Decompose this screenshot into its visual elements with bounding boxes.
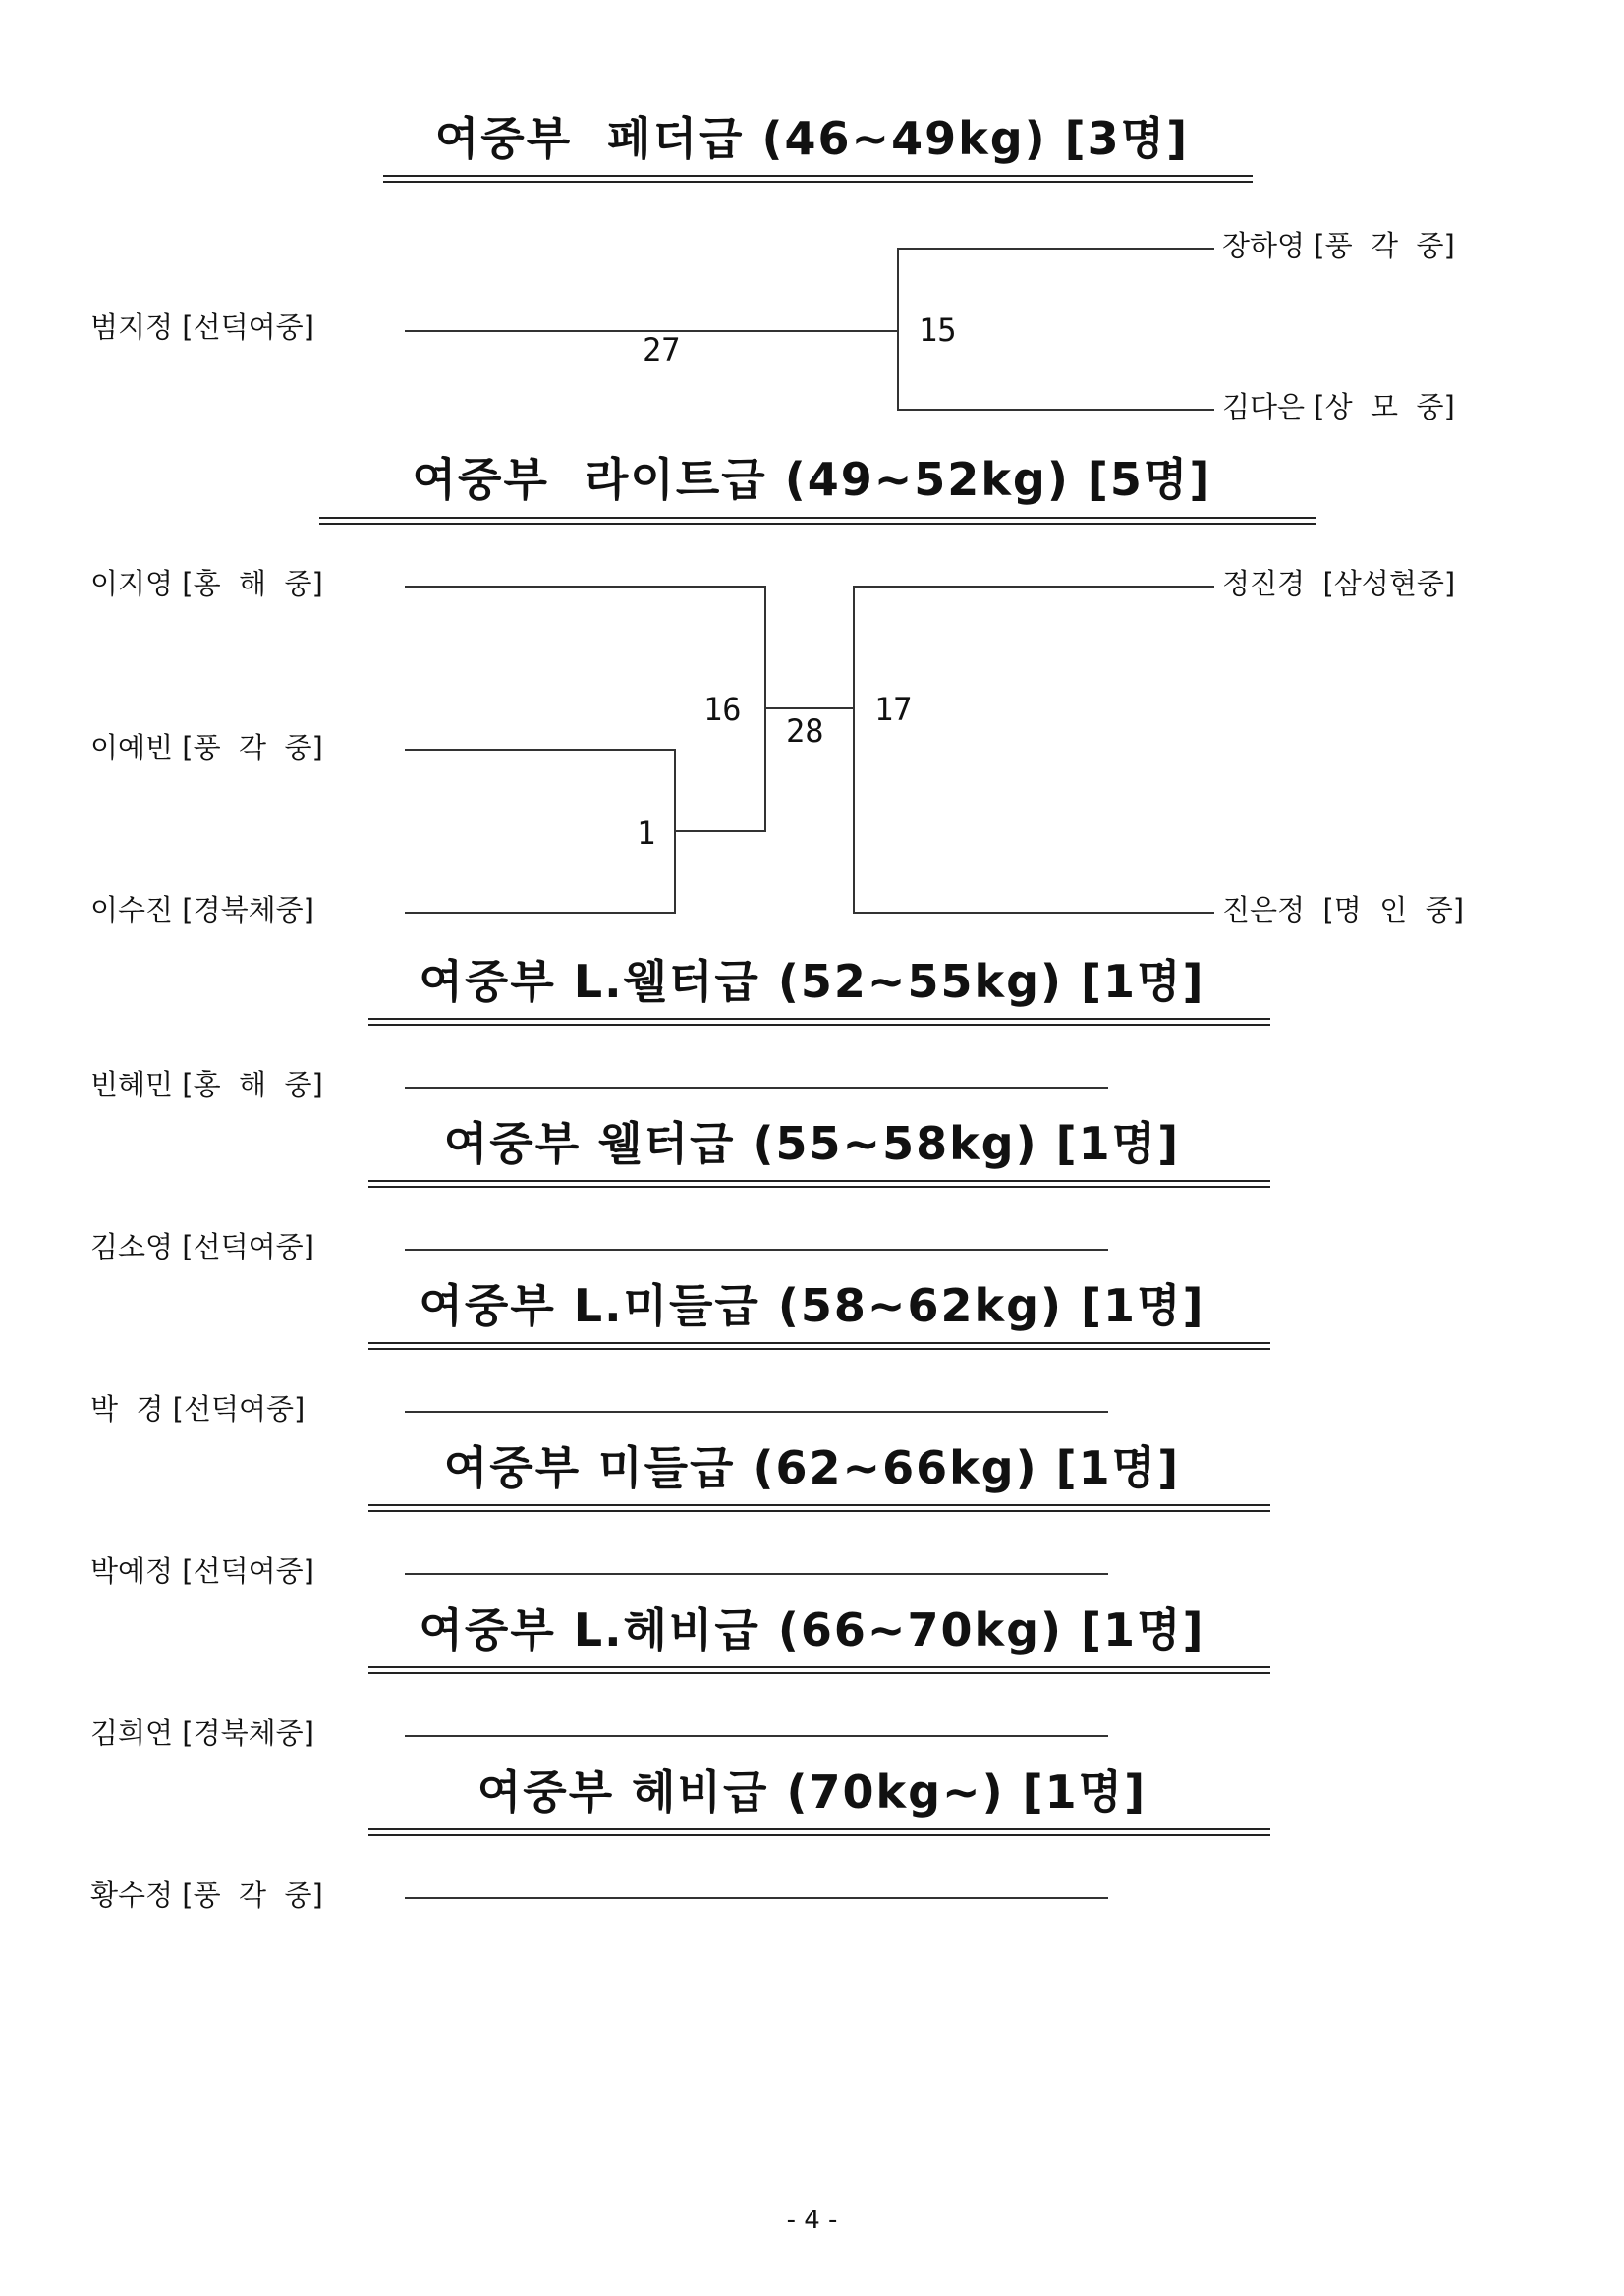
title-underline <box>368 1018 1270 1026</box>
bracket-line <box>897 248 1214 250</box>
entrant-name: 정진경 [삼성현중] <box>1222 567 1456 600</box>
bout-number: 16 <box>703 691 742 728</box>
bracket-line <box>897 248 899 409</box>
bracket-line <box>853 586 855 912</box>
bout-number: 27 <box>643 331 681 368</box>
bracket-line <box>897 409 1214 411</box>
section-title-light-heavy: 여중부 L.헤비급 (66~70kg) [1명] <box>419 1603 1205 1656</box>
section-title-light-welter: 여중부 L.웰터급 (52~55kg) [1명] <box>419 955 1205 1008</box>
entrant-line <box>405 1573 1108 1575</box>
entrant-name: 이수진 [경북체중] <box>90 893 314 926</box>
entrant-line <box>405 1735 1108 1737</box>
entrant-line <box>405 1087 1108 1089</box>
entrant-name: 장하영 [풍 각 중] <box>1222 229 1455 262</box>
title-underline <box>383 175 1253 183</box>
section-title-heavy: 여중부 헤비급 (70kg~) [1명] <box>476 1765 1148 1819</box>
entrant-line <box>405 1249 1108 1251</box>
bracket-line <box>764 707 855 709</box>
section-title-welter: 여중부 웰터급 (55~58kg) [1명] <box>443 1117 1181 1170</box>
entrant-name: 범지정 [선덕여중] <box>90 310 314 344</box>
bout-number: 28 <box>786 712 824 750</box>
entrant-name: 박예정 [선덕여중] <box>90 1554 314 1588</box>
bracket-line <box>853 586 1214 588</box>
bout-number: 15 <box>919 311 957 349</box>
title-underline <box>368 1666 1270 1674</box>
title-underline <box>368 1504 1270 1512</box>
title-underline <box>368 1342 1270 1350</box>
entrant-name: 김소영 [선덕여중] <box>90 1230 314 1263</box>
bout-number: 17 <box>874 691 913 728</box>
title-underline <box>368 1828 1270 1836</box>
entrant-name: 이예빈 [풍 각 중] <box>90 731 323 764</box>
entrant-name: 김다은 [상 모 중] <box>1222 390 1455 423</box>
bracket-line <box>405 749 676 751</box>
entrant-line <box>405 1411 1108 1413</box>
bracket-line <box>405 586 766 588</box>
entrant-name: 진은정 [명 인 중] <box>1222 893 1465 926</box>
entrant-line <box>405 1897 1108 1899</box>
bracket-line <box>405 912 676 914</box>
bracket-line <box>674 830 766 832</box>
section-title-middle: 여중부 미들급 (62~66kg) [1명] <box>443 1441 1181 1494</box>
title-underline <box>319 517 1316 525</box>
bout-number: 1 <box>637 814 656 852</box>
section-title-feather: 여중부 페더급 (46~49kg) [3명] <box>434 112 1190 165</box>
title-underline <box>368 1180 1270 1188</box>
section-title-light-middle: 여중부 L.미들급 (58~62kg) [1명] <box>419 1279 1205 1332</box>
page-number: - 4 - <box>786 2206 838 2235</box>
entrant-name: 이지영 [홍 해 중] <box>90 567 323 600</box>
entrant-name: 박 경 [선덕여중] <box>90 1392 306 1426</box>
entrant-name: 김희연 [경북체중] <box>90 1716 314 1750</box>
entrant-name: 황수정 [풍 각 중] <box>90 1878 323 1912</box>
entrant-name: 빈혜민 [홍 해 중] <box>90 1068 323 1101</box>
bracket-line <box>853 912 1214 914</box>
section-title-light: 여중부 라이트급 (49~52kg) [5명] <box>412 453 1212 506</box>
